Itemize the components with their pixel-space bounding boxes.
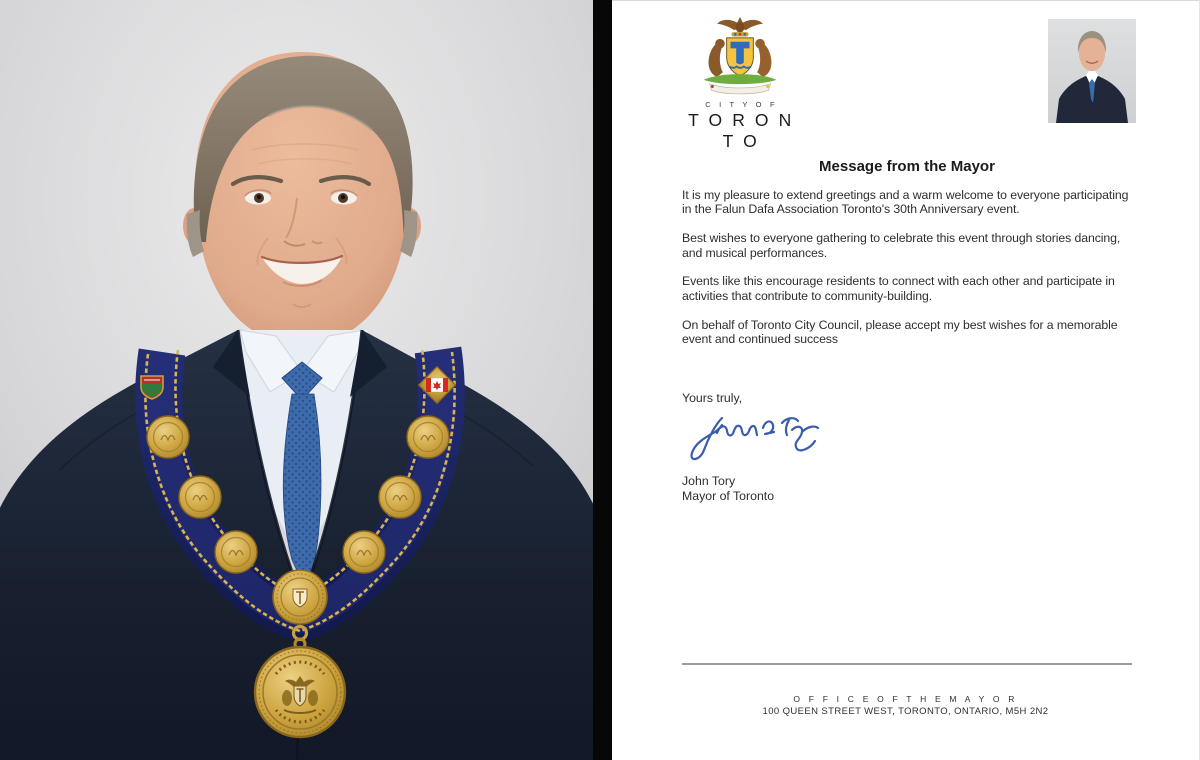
- footer-address-line: 100 QUEEN STREET WEST, TORONTO, ONTARIO, M5H 2N2: [762, 706, 1049, 717]
- closing-salutation: Yours truly,: [682, 391, 743, 405]
- metro-toronto-medallion: [273, 570, 327, 624]
- letter-paragraph: Events like this encourage residents to connect with each other and participate in activities that contribute to community-building.: [682, 274, 1115, 303]
- letter-paragraph: Best wishes to everyone gathering to celebrate this event through stories dancing, and musical performances.: [682, 231, 1121, 260]
- signer-title: Mayor of Toronto: [682, 488, 775, 503]
- signature-block: [682, 474, 774, 504]
- toronto-logo: [684, 15, 796, 152]
- letter-body: [682, 188, 1130, 361]
- signer-name: John Tory: [682, 474, 736, 488]
- logo-city-of: C I T Y O F: [705, 100, 778, 109]
- panel-divider: [593, 0, 612, 760]
- letter-paragraph: It is my pleasure to extend greetings and a warm welcome to everyone participating in the Falun Dafa Association Toronto's 30th Anniversary event.: [682, 188, 1129, 217]
- toronto-coat-of-arms: [690, 15, 790, 97]
- mayor-headshot-photo: [1048, 19, 1136, 123]
- mayor-headshot-illustration: [1048, 19, 1136, 123]
- ontario-crest-pin: [141, 376, 163, 399]
- footer-office-line: O F F I C E O F T H E M A Y O R: [793, 694, 1018, 704]
- signature-stroke: [691, 418, 818, 459]
- mayor-letter-page: [612, 0, 1200, 760]
- city-of-toronto-pendant: [255, 647, 345, 737]
- mayor-portrait-photo: [0, 0, 593, 760]
- mayor-signature: [684, 408, 826, 466]
- logo-toronto-wordmark: T O R O N T O: [688, 110, 794, 151]
- footer-divider: [682, 663, 1132, 665]
- letter-paragraph: On behalf of Toronto City Council, please accept my best wishes for a memorable event and continued success: [682, 317, 1118, 347]
- mayor-portrait-illustration: [0, 0, 593, 760]
- letter-title: Message from the Mayor: [819, 158, 995, 175]
